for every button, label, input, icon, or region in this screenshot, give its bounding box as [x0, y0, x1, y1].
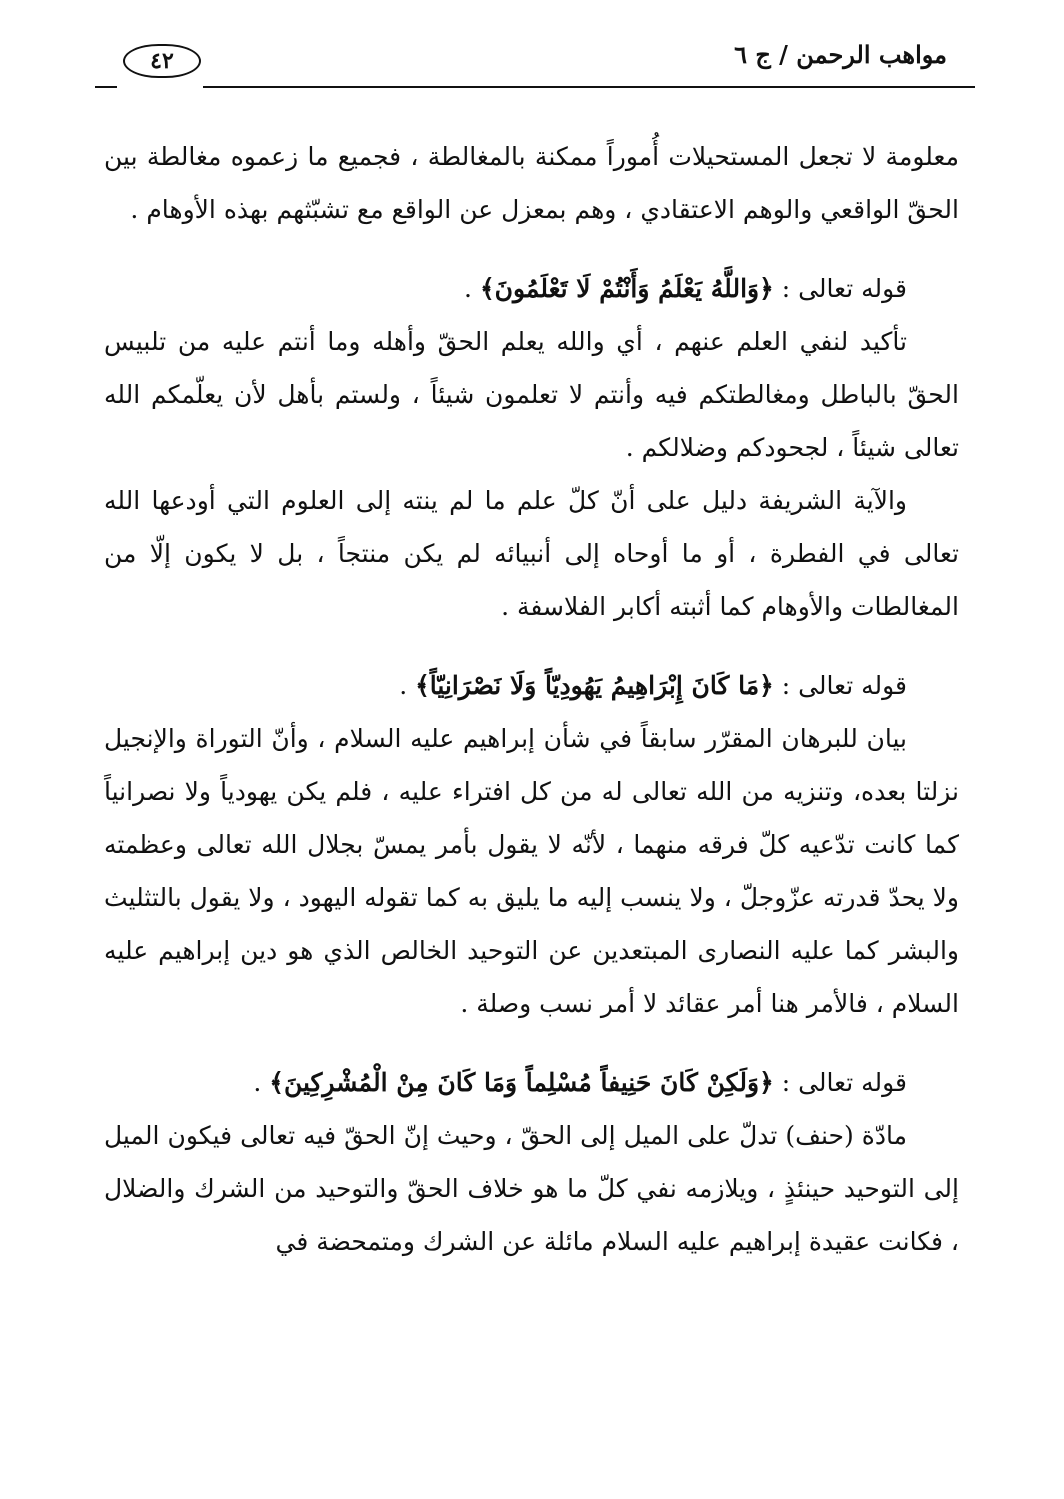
verse-heading-1	[104, 262, 959, 315]
paragraph-5: مادّة (حنف) تدلّ على الميل إلى الحقّ ، وحيث إنّ الحقّ فيه تعالى فيكون الميل إلى التوحيد حينئذٍ ، ويلازمه نفي كلّ ما هو خلاف الحقّ والتوحيد من الشرك والضلال ، فكانت عقيدة إبراهيم عليه السلام مائلة عن الشرك ومتمحضة في	[104, 1121, 959, 1256]
verse-suffix: .	[399, 671, 416, 700]
paragraph-3: والآية الشريفة دليل على أنّ كلّ علم ما لم ينته إلى العلوم التي أودعها الله تعالى في الفطرة ، أو ما أوحاه إلى أنبيائه لم يكن منتجاً ، بل لا يكون إلّا من المغالطات والأوهام كما أثبته أكابر الفلاسفة .	[104, 486, 959, 621]
paragraph-4: بيان للبرهان المقرّر سابقاً في شأن إبراهيم عليه السلام ، وأنّ التوراة والإنجيل نزلتا بعده، وتنزيه من الله تعالى له من كل افتراء عليه ، فلم يكن يهودياً ولا نصرانياً كما كانت تدّعيه كلّ فرقه منهما ، لأنّه لا يقول بأمر يمسّ بجلال الله تعالى وعظمته ولا يحدّ قدرته عزّوجلّ ، ولا ينسب إليه ما يليق به كما تقوله اليهود ، ولا يقول بالتثليث والبشر كما عليه النصارى المبتعدين عن التوحيد الخالص الذي هو دين إبراهيم عليه السلام ، فالأمر هنا أمر عقائد لا أمر نسب وصلة .	[104, 724, 959, 1018]
page-content	[104, 130, 959, 1268]
verse-prefix: قوله تعالى :	[773, 274, 907, 303]
verse-suffix: .	[253, 1068, 270, 1097]
verse-heading-3	[104, 1056, 959, 1109]
paragraph-1: معلومة لا تجعل المستحيلات أُموراً ممكنة بالمغالطة ، فجميع ما زعموه مغالطة بين الحقّ الواقعي والوهم الاعتقادي ، وهم بمعزل عن الواقع مع تشبّثهم بهذه الأوهام .	[104, 142, 959, 224]
verse-suffix: .	[464, 274, 480, 303]
verse-heading-2	[104, 659, 959, 712]
quran-verse-1: ﴿وَاللَّهُ يَعْلَمُ وَأَنْتُمْ لَا تَعْلَمُونَ﴾	[479, 274, 774, 303]
verse-prefix: قوله تعالى :	[773, 1068, 907, 1097]
paragraph-2: تأكيد لنفي العلم عنهم ، أي والله يعلم الحقّ وأهله وما أنتم عليه من تلبيس الحقّ بالباطل ومغالطتكم فيه وأنتم لا تعلمون شيئاً ، ولستم بأهل لأن يعلّمكم الله تعالى شيئاً ، لجحودكم وضلالكم .	[104, 327, 959, 462]
page-header	[95, 40, 975, 90]
verse-prefix: قوله تعالى :	[773, 671, 907, 700]
header-rule	[95, 86, 975, 88]
quran-verse-3: ﴿وَلَكِنْ كَانَ حَنِيفاً مُسْلِماً وَمَا كَانَ مِنْ الْمُشْرِكِينَ﴾	[269, 1068, 774, 1097]
quran-verse-2: ﴿مَا كَانَ إِبْرَاهِيمُ يَهُودِيّاً وَلَا نَصْرَانِيّاً﴾	[415, 671, 774, 700]
running-title: مواهب الرحمن / ج ٦	[734, 40, 947, 69]
page-number: ٤٢	[123, 44, 201, 78]
